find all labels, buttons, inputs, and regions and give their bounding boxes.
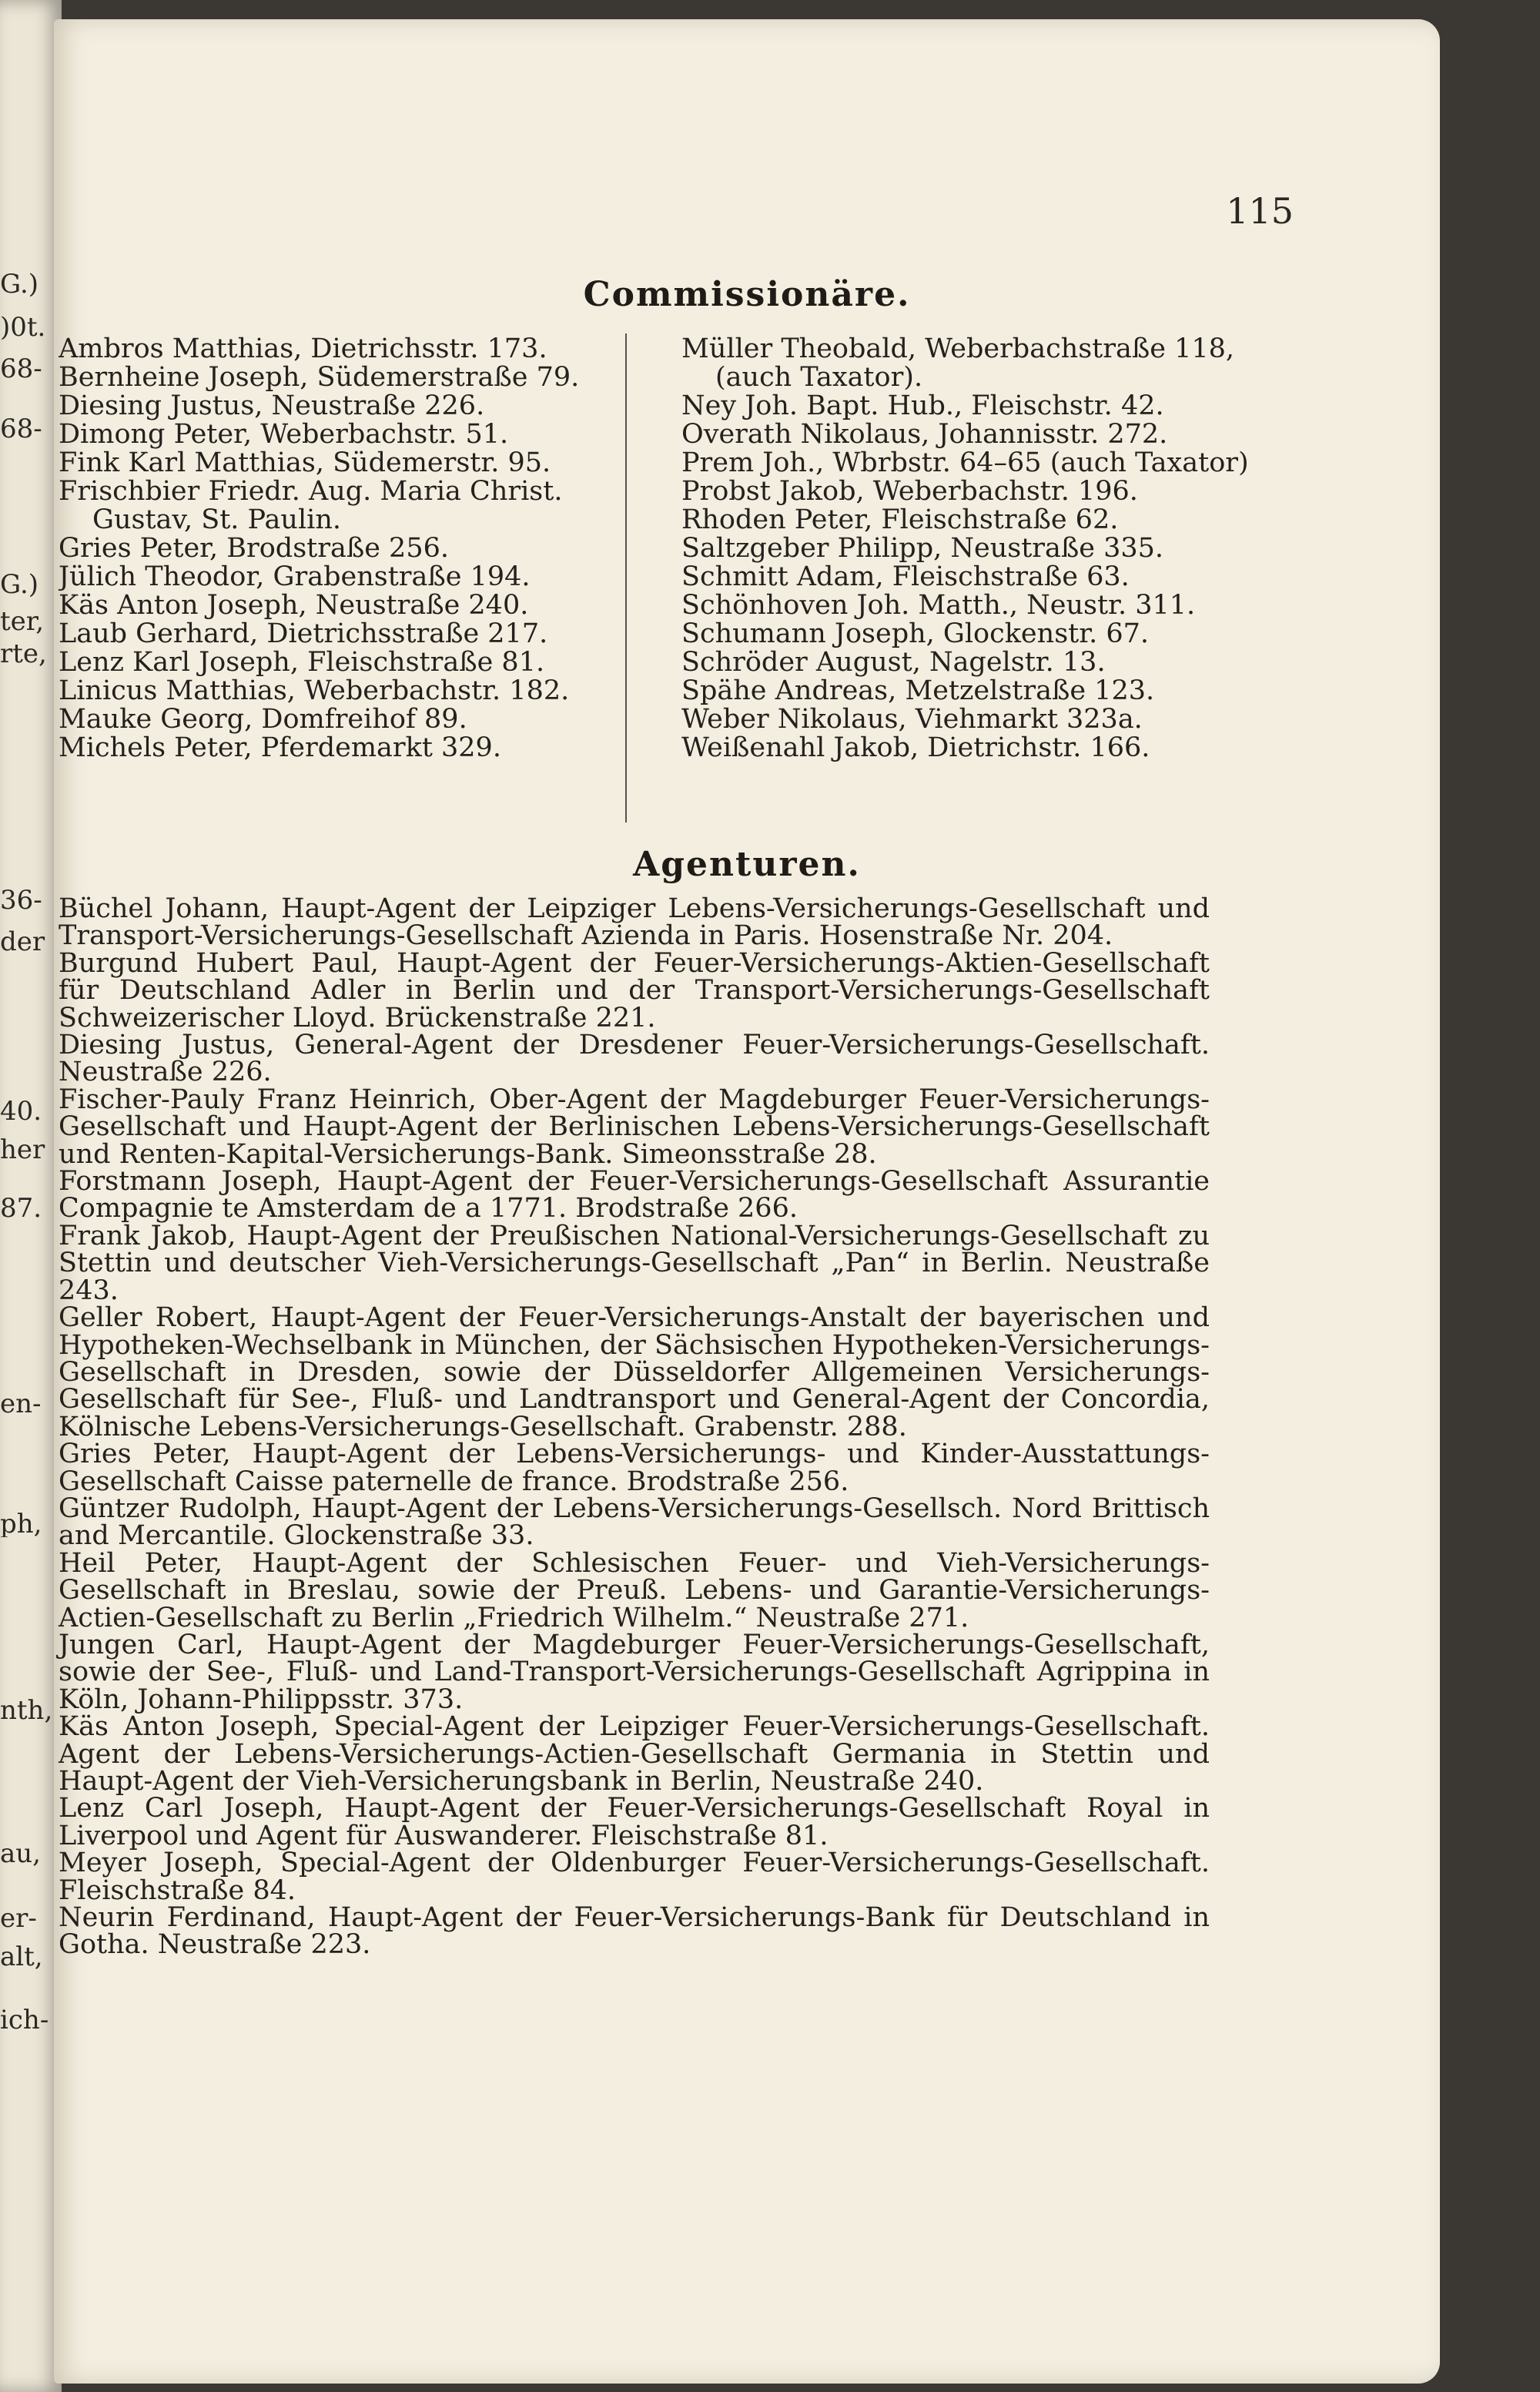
list-item: Ney Joh. Bapt. Hub., Fleischstr. 42. <box>681 392 1164 420</box>
prev-page-fragment: 68- <box>0 416 42 442</box>
list-item: Jülich Theodor, Grabenstraße 194. <box>59 563 531 591</box>
prev-page-fragment: nth, <box>0 1697 53 1724</box>
list-item: Dimong Peter, Weberbachstr. 51. <box>59 420 509 449</box>
list-item: Forstmann Joseph, Haupt-Agent der Feuer-Versicherungs-Gesellschaft Assurantie Compagnie te Amsterdam de a 1771. Brodstraße 266. <box>59 1166 1210 1224</box>
list-item: Rhoden Peter, Fleischstraße 62. <box>681 506 1119 534</box>
list-item: Meyer Joseph, Special-Agent der Oldenburger Feuer-Versicherungs-Gesellschaft. Fleischstraße 84. <box>59 1848 1210 1906</box>
list-item: Gries Peter, Haupt-Agent der Lebens-Versicherungs- und Kinder-Ausstattungs-Gesellschaft Caisse paternelle de france. Brodstraße 256. <box>59 1439 1210 1497</box>
list-item: Burgund Hubert Paul, Haupt-Agent der Feuer-Versicherungs-Aktien-Gesellschaft für Deutschland Adler in Berlin und der Transport-Versicherungs-Gesellschaft Schweizerischer Lloyd. Brückenstraße 221. <box>59 947 1210 1034</box>
agenturen-list <box>59 893 1210 1961</box>
list-item: Gustav, St. Paulin. <box>92 506 341 534</box>
list-item: Schumann Joseph, Glockenstr. 67. <box>681 620 1150 648</box>
prev-page-fragment: ich- <box>0 2007 49 2033</box>
prev-page-fragment: er- <box>0 1905 37 1931</box>
page-number: 115 <box>1226 190 1294 232</box>
list-item: Müller Theobald, Weberbachstraße 118, <box>681 335 1234 363</box>
list-item: Overath Nikolaus, Johannisstr. 272. <box>681 420 1168 449</box>
list-item: Lenz Carl Joseph, Haupt-Agent der Feuer-Versicherungs-Gesellschaft Royal in Liverpool und Agent für Auswanderer. Fleischstraße 81. <box>59 1793 1210 1851</box>
list-item: Weber Nikolaus, Viehmarkt 323a. <box>681 705 1143 734</box>
prev-page-fragment: G.) <box>0 571 39 598</box>
prev-page-fragment: alt, <box>0 1944 43 1970</box>
list-item: Mauke Georg, Domfreihof 89. <box>59 705 467 734</box>
list-item: Saltzgeber Philipp, Neustraße 335. <box>681 534 1164 563</box>
list-item: Fischer-Pauly Franz Heinrich, Ober-Agent der Magdeburger Feuer-Versicherungs-Gesellschaft und Haupt-Agent der Berlinischen Lebens-Versicherungs-Gesellschaft und Renten-Kapital-Versicherungs-Bank. Simeonsstraße 28. <box>59 1084 1210 1170</box>
prev-page-fragment: G.) <box>0 271 39 297</box>
section-heading-agenturen: Agenturen. <box>633 845 861 884</box>
prev-page-fragment: )0t. <box>0 314 46 340</box>
list-item: Büchel Johann, Haupt-Agent der Leipziger Lebens-Versicherungs-Gesellschaft und Transport-Versicherungs-Gesellschaft Azienda in Paris. Hosenstraße Nr. 204. <box>59 893 1210 952</box>
list-item: Neurin Ferdinand, Haupt-Agent der Feuer-Versicherungs-Bank für Deutschland in Gotha. Neustraße 223. <box>59 1902 1210 1961</box>
list-item: Spähe Andreas, Metzelstraße 123. <box>681 677 1155 705</box>
list-item: Heil Peter, Haupt-Agent der Schlesischen Feuer- und Vieh-Versicherungs-Gesellschaft in Breslau, sowie der Preuß. Lebens- und Garantie-Versicherungs-Actien-Gesellschaft zu Berlin „Friedrich Wilhelm.“ Neustraße 271. <box>59 1547 1210 1633</box>
previous-page-edge <box>0 0 62 2392</box>
prev-page-fragment: rte, <box>0 641 47 667</box>
column-divider <box>625 333 627 822</box>
prev-page-fragment: 40. <box>0 1098 42 1124</box>
prev-page-fragment: 68- <box>0 356 42 382</box>
list-item: Güntzer Rudolph, Haupt-Agent der Lebens-Versicherungs-Gesellsch. Nord Brittisch and Mercantile. Glockenstraße 33. <box>59 1492 1210 1552</box>
list-item: Frank Jakob, Haupt-Agent der Preußischen National-Versicherungs-Gesellschaft zu Stettin und deutscher Vieh-Versicherungs-Gesellschaft „Pan“ in Berlin. Neustraße 243. <box>59 1220 1210 1306</box>
list-item: Linicus Matthias, Weberbachstr. 182. <box>59 677 570 705</box>
prev-page-fragment: ph, <box>0 1511 42 1537</box>
list-item: Diesing Justus, General-Agent der Dresdener Feuer-Versicherungs-Gesellschaft. Neustraße 226. <box>59 1030 1210 1088</box>
list-item: (auch Taxator). <box>715 363 923 392</box>
prev-page-fragment: au, <box>0 1841 41 1867</box>
list-item: Schröder August, Nagelstr. 13. <box>681 648 1106 677</box>
list-item: Lenz Karl Joseph, Fleischstraße 81. <box>59 648 545 677</box>
list-item: Schönhoven Joh. Matth., Neustr. 311. <box>681 591 1196 620</box>
list-item: Schmitt Adam, Fleischstraße 63. <box>681 563 1130 591</box>
list-item: Jungen Carl, Haupt-Agent der Magdeburger Feuer-Versicherungs-Gesellschaft, sowie der See-, Fluß- und Land-Transport-Versicherungs-Gesellschaft Agrippina in Köln, Johann-Philippsstr. 373. <box>59 1629 1210 1715</box>
list-item: Gries Peter, Brodstraße 256. <box>59 534 449 563</box>
book-page <box>54 19 1440 2384</box>
commissionaire-left-column <box>59 335 644 762</box>
prev-page-fragment: en- <box>0 1391 42 1417</box>
list-item: Bernheine Joseph, Südemerstraße 79. <box>59 363 580 392</box>
prev-page-fragment: 36- <box>0 887 42 913</box>
section-heading-commissionaire: Commissionäre. <box>583 275 911 314</box>
prev-page-fragment: her <box>0 1137 45 1163</box>
list-item: Probst Jakob, Weberbachstr. 196. <box>681 477 1138 506</box>
list-item: Prem Joh., Wbrbstr. 64–65 (auch Taxator) <box>681 449 1249 477</box>
list-item: Laub Gerhard, Dietrichsstraße 217. <box>59 620 548 648</box>
list-item: Diesing Justus, Neustraße 226. <box>59 392 485 420</box>
list-item: Frischbier Friedr. Aug. Maria Christ. <box>59 477 563 506</box>
list-item: Käs Anton Joseph, Special-Agent der Leipziger Feuer-Versicherungs-Gesellschaft. Agent der Lebens-Versicherungs-Actien-Gesellschaft Germania in Stettin und Haupt-Agent der Vieh-Versicherungsbank in Berlin, Neustraße 240. <box>59 1711 1210 1797</box>
prev-page-fragment: ter, <box>0 608 45 635</box>
list-item: Käs Anton Joseph, Neustraße 240. <box>59 591 529 620</box>
list-item: Fink Karl Matthias, Südemerstr. 95. <box>59 449 551 477</box>
prev-page-fragment: 87. <box>0 1195 42 1221</box>
list-item: Ambros Matthias, Dietrichsstr. 173. <box>59 335 547 363</box>
list-item: Weißenahl Jakob, Dietrichstr. 166. <box>681 734 1150 762</box>
list-item: Michels Peter, Pferdemarkt 329. <box>59 734 501 762</box>
prev-page-fragment: der <box>0 929 45 955</box>
list-item: Geller Robert, Haupt-Agent der Feuer-Versicherungs-Anstalt der bayerischen und Hypotheken-Wechselbank in München, der Sächsischen Hypotheken-Versicherungs-Gesellschaft in Dresden, sowie der Düsseldorfer Allgemeinen Versicherungs-Gesellschaft für See-, Fluß- und Landtransport und General-Agent der Concordia, Kölnische Lebens-Versicherungs-Gesellschaft. Grabenstr. 288. <box>59 1302 1210 1442</box>
commissionaire-right-column <box>681 335 1267 762</box>
